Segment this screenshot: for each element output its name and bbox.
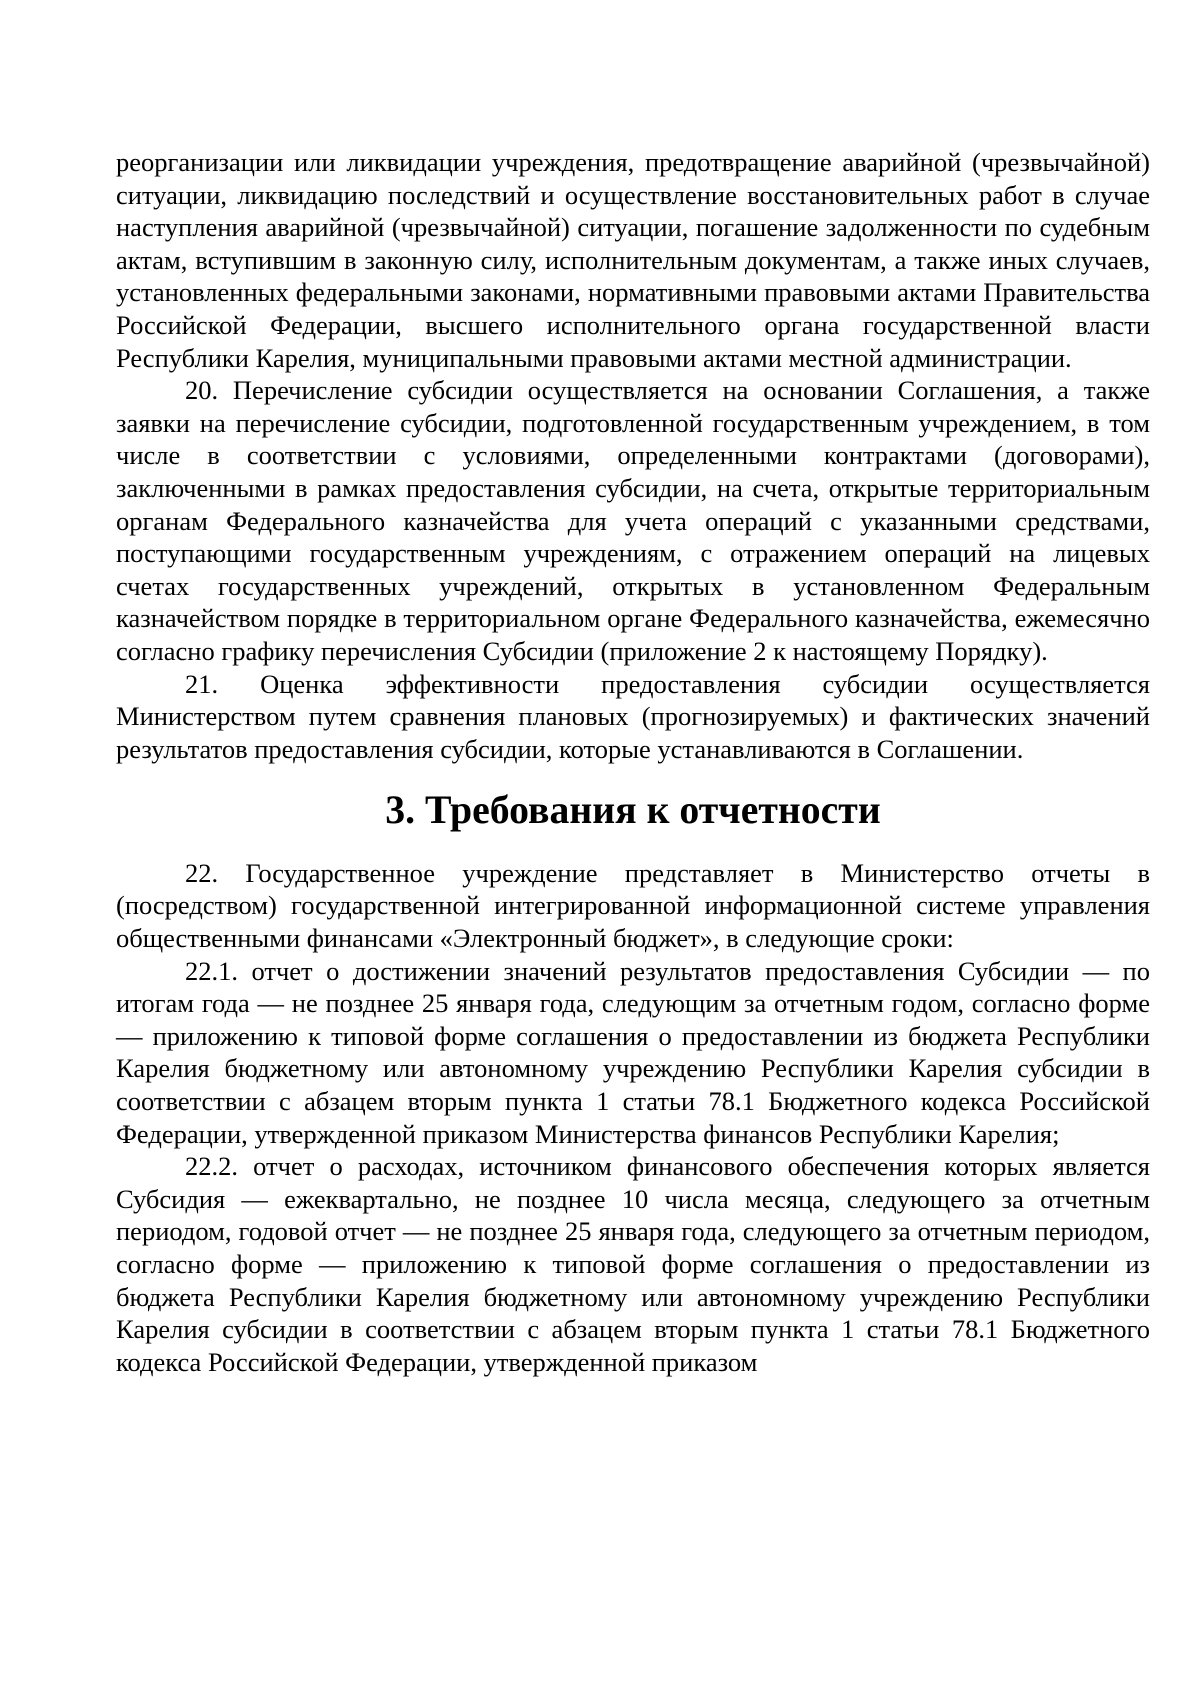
paragraph-22: 22. Государственное учреждение представляет в Министерство отчеты в (посредством) государственной интегрированной информационной системе управления общественными финансами «Электронный бюджет», в следующие сроки: — [116, 857, 1150, 954]
paragraph-22-1: 22.1. отчет о достижении значений результатов предоставления Субсидии — по итогам года — не позднее 25 января года, следующим за отчетным годом, согласно форме — приложению к типовой форме соглашения о предоставлении из бюджета Республики Карелия бюджетному или автономному учреждению Республики Карелия субсидии в соответствии с абзацем вторым пункта 1 статьи 78.1 Бюджетного кодекса Российской Федерации, утвержденной приказом Министерства финансов Республики Карелия; — [116, 955, 1150, 1149]
paragraph-21: 21. Оценка эффективности предоставления субсидии осуществляется Министерством путем сравнения плановых (прогнозируемых) и фактических значений результатов предоставления субсидии, которые устанавливаются в Соглашении. — [116, 668, 1150, 764]
document-body — [116, 146, 1150, 1378]
section-heading: 3. Требования к отчетности — [385, 788, 881, 833]
paragraph-20: 20. Перечисление субсидии осуществляется на основании Соглашения, а также заявки на перечисление субсидии, подготовленной государственным учреждением, в том числе в соответствии с условиями, определенными контрактами (договорами), заключенными в рамках предоставления субсидии, на счета, открытые территориальным органам Федерального казначейства для учета операций с указанными средствами, поступающими государственным учреждениям, с отражением операций на лицевых счетах государственных учреждений, открытых в установленном Федеральным казначейством порядке в территориальном органе Федерального казначейства, ежемесячно согласно графику перечисления Субсидии (приложение 2 к настоящему Порядку). — [116, 375, 1150, 666]
paragraph-continuation: реорганизации или ликвидации учреждения, предотвращение аварийной (чрезвычайной) ситуации, ликвидацию последствий и осуществление восстановительных работ в случае наступления аварийной (чрезвычайной) ситуации, погашение задолженности по судебным актам, вступившим в законную силу, исполнительным документам, а также иных случаев, установленных федеральными законами, нормативными правовыми актами Правительства Российской Федерации, высшего исполнительного органа государственной власти Республики Карелия, муниципальными правовыми актами местной администрации. — [116, 147, 1150, 373]
paragraph-22-2: 22.2. отчет о расходах, источником финансового обеспечения которых является Субсидия — ежеквартально, не позднее 10 числа месяца, следующего за отчетным периодом, годовой отчет — не позднее 25 января года, следующего за отчетным периодом, согласно форме — приложению к типовой форме соглашения о предоставлении из бюджета Республики Карелия бюджетному или автономному учреждению Республики Карелия субсидии в соответствии с абзацем вторым пункта 1 статьи 78.1 Бюджетного кодекса Российской Федерации, утвержденной приказом — [116, 1151, 1150, 1377]
